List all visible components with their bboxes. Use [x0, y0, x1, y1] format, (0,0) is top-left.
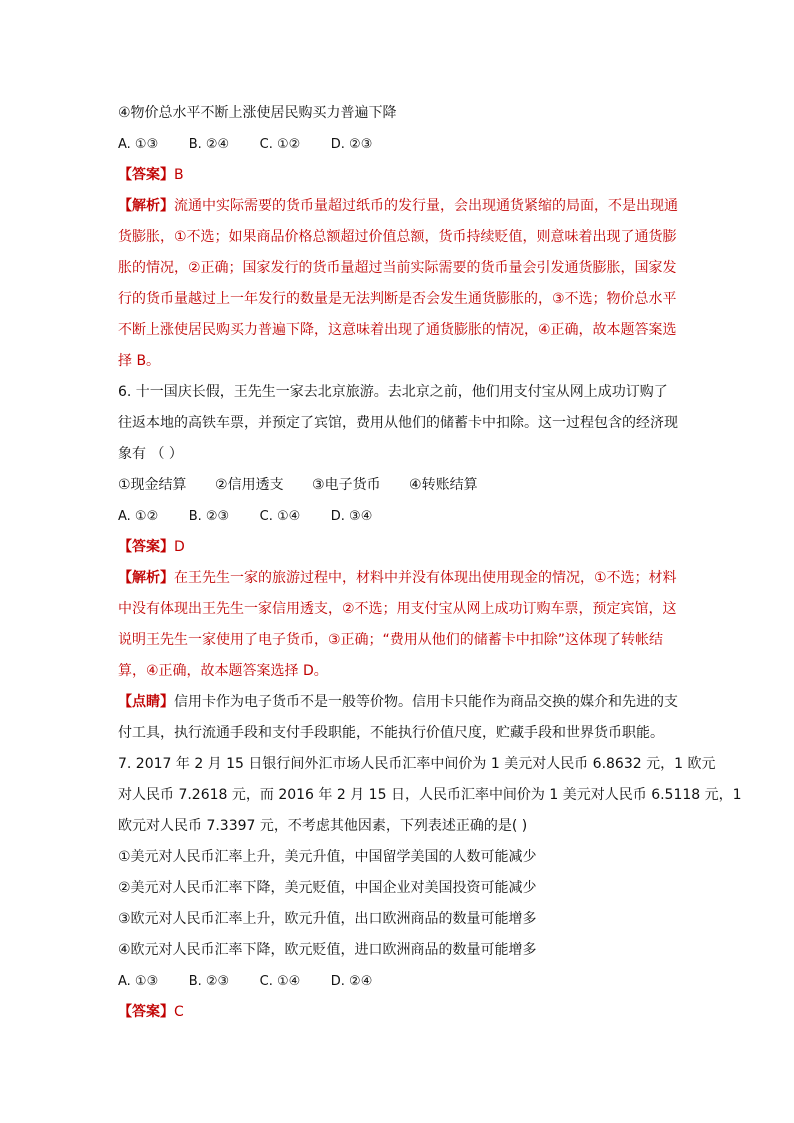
q5-option-c: C. ①② [259, 137, 301, 152]
q6-analysis-line-3: 说明王先生一家使用了电子货币，③正确；“费用从他们的储蓄卡中扣除”这体现了转帐结 [118, 632, 664, 648]
q5-answer-tag: 【答案】 [118, 167, 174, 183]
q7-item-1: ①美元对人民币汇率上升，美元升值，中国留学美国的人数可能减少 [118, 849, 537, 865]
document-page [118, 98, 742, 1028]
q5-option-b: B. ②④ [188, 137, 230, 152]
q7-stem-line-3: 欧元对人民币 7.3397 元，不考虑其他因素，下列表述正确的是( ) [118, 818, 528, 834]
q6-note-tag: 【点睛】 [118, 694, 174, 710]
q7-option-d: D. ②④ [330, 974, 373, 989]
q6-note-text: 信用卡作为电子货币不是一般等价物。信用卡只能作为商品交换的媒介和先进的支 [174, 694, 678, 710]
q6-option-c: C. ①④ [259, 509, 301, 524]
q5-analysis-line-1 [118, 191, 678, 222]
q6-analysis-line-4: 算，④正确，故本题答案选择 D。 [118, 663, 328, 679]
q6-analysis-line-2: 中没有体现出王先生一家信用透支，②不选；用支付宝从网上成功订购车票，预定宾馆，这 [118, 601, 677, 617]
q5-analysis-line-6: 择 B。 [118, 353, 161, 369]
q6-analysis-tag: 【解析】 [118, 570, 174, 586]
q6-options [118, 501, 678, 532]
q5-answer [118, 160, 678, 191]
q7-option-b: B. ②③ [188, 974, 230, 989]
q6-note-line-1 [118, 687, 678, 718]
q5-analysis-text: 流通中实际需要的货币量超过纸币的发行量，会出现通货紧缩的局面，不是出现通 [174, 198, 678, 214]
q6-answer-tag: 【答案】 [118, 539, 174, 555]
q6-stem-line-1: 6. 十一国庆长假，王先生一家去北京旅游。去北京之前，他们用支付宝从网上成功订购了 [118, 384, 668, 400]
q5-option-a: A. ①③ [118, 137, 159, 152]
q7-answer-value: C [174, 1004, 184, 1020]
q7-option-a: A. ①③ [118, 974, 159, 989]
q7-answer [118, 997, 678, 1028]
q5-options [118, 129, 678, 160]
q5-analysis-line-5: 不断上涨使居民购买力普遍下降，这意味着出现了通货膨胀的情况，④正确，故本题答案选 [118, 322, 677, 338]
q5-analysis-line-2: 货膨胀，①不选；如果商品价格总额超过价值总额，货币持续贬值，则意味着出现了通货膨 [118, 229, 677, 245]
q7-item-3: ③欧元对人民币汇率上升，欧元升值，出口欧洲商品的数量可能增多 [118, 911, 537, 927]
q6-analysis-line-1 [118, 563, 678, 594]
q6-stem-line-3: 象有 （ ） [118, 446, 183, 462]
q6-option-d: D. ③④ [330, 509, 373, 524]
q6-item-2: ②信用透支 [215, 477, 284, 493]
q6-analysis-text: 在王先生一家的旅游过程中，材料中并没有体现出使用现金的情况，①不选；材料 [174, 570, 677, 586]
q7-stem-line-2: 对人民币 7.2618 元，而 2016 年 2 月 15 日，人民币汇率中间价为 1 美元对人民币 6.5118 元，1 [118, 787, 742, 803]
q6-item-4: ④转账结算 [409, 477, 478, 493]
q6-option-b: B. ②③ [188, 509, 230, 524]
q5-analysis-tag: 【解析】 [118, 198, 174, 214]
q5-analysis-line-4: 行的货币量越过上一年发行的数量是无法判断是否会发生通货膨胀的，③不选；物价总水平 [118, 291, 677, 307]
q7-stem-line-1: 7. 2017 年 2 月 15 日银行间外汇市场人民币汇率中间价为 1 美元对人民币 6.8632 元，1 欧元 [118, 756, 716, 772]
q7-option-c: C. ①④ [259, 974, 301, 989]
q5-option-d: D. ②③ [330, 137, 373, 152]
q6-item-3: ③电子货币 [312, 477, 381, 493]
q7-options [118, 966, 678, 997]
q5-answer-value: B [174, 167, 184, 183]
q5-statement-4: ④物价总水平不断上涨使居民购买力普遍下降 [118, 105, 397, 121]
q5-analysis-line-3: 胀的情况，②正确；国家发行的货币量超过当前实际需要的货币量会引发通货膨胀，国家发 [118, 260, 677, 276]
q6-note-line-2: 付工具，执行流通手段和支付手段职能，不能执行价值尺度，贮藏手段和世界货币职能。 [118, 725, 664, 741]
q7-item-2: ②美元对人民币汇率下降，美元贬值，中国企业对美国投资可能减少 [118, 880, 537, 896]
q6-answer [118, 532, 678, 563]
q6-answer-value: D [174, 539, 185, 555]
q6-items [118, 470, 678, 501]
q7-item-4: ④欧元对人民币汇率下降，欧元贬值，进口欧洲商品的数量可能增多 [118, 942, 537, 958]
q6-stem-line-2: 往返本地的高铁车票，并预定了宾馆，费用从他们的储蓄卡中扣除。这一过程包含的经济现 [118, 415, 678, 431]
q7-answer-tag: 【答案】 [118, 1004, 174, 1020]
q6-item-1: ①现金结算 [118, 477, 187, 493]
q6-option-a: A. ①② [118, 509, 159, 524]
